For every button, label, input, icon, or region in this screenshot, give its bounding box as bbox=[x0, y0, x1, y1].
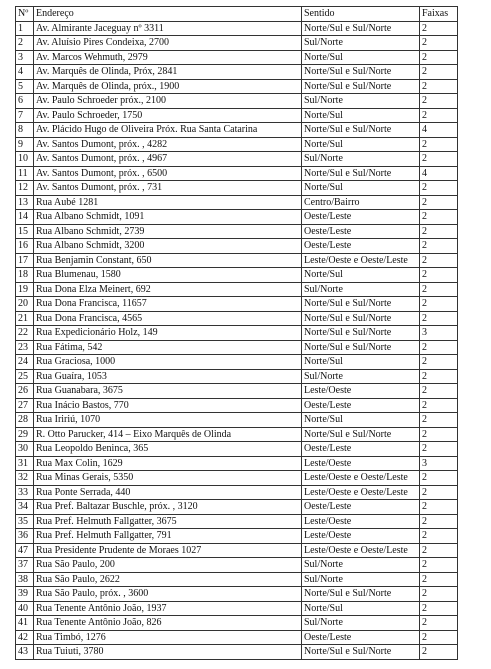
cell-number: 33 bbox=[16, 485, 34, 500]
cell-number: 13 bbox=[16, 195, 34, 210]
cell-direction: Sul/Norte bbox=[302, 282, 420, 297]
cell-direction: Leste/Oeste e Oeste/Leste bbox=[302, 253, 420, 268]
cell-lanes: 2 bbox=[420, 630, 458, 645]
cell-number: 15 bbox=[16, 224, 34, 239]
cell-direction: Leste/Oeste bbox=[302, 456, 420, 471]
cell-lanes: 2 bbox=[420, 558, 458, 573]
cell-direction: Oeste/Leste bbox=[302, 210, 420, 225]
cell-direction: Norte/Sul e Sul/Norte bbox=[302, 587, 420, 602]
cell-address: Rua Iririú, 1070 bbox=[34, 413, 302, 428]
cell-number: 24 bbox=[16, 355, 34, 370]
cell-direction: Norte/Sul e Sul/Norte bbox=[302, 166, 420, 181]
table-row bbox=[16, 224, 458, 239]
table-row bbox=[16, 297, 458, 312]
cell-lanes: 2 bbox=[420, 79, 458, 94]
cell-number: 6 bbox=[16, 94, 34, 109]
table-row bbox=[16, 21, 458, 36]
table-row bbox=[16, 195, 458, 210]
cell-address: Rua Albano Schmidt, 3200 bbox=[34, 239, 302, 254]
cell-direction: Norte/Sul bbox=[302, 413, 420, 428]
cell-lanes: 2 bbox=[420, 152, 458, 167]
table-row bbox=[16, 239, 458, 254]
cell-address: Rua São Paulo, próx. , 3600 bbox=[34, 587, 302, 602]
cell-address: Av. Plácido Hugo de Oliveira Próx. Rua Santa Catarina bbox=[34, 123, 302, 138]
cell-direction: Norte/Sul e Sul/Norte bbox=[302, 645, 420, 660]
cell-direction: Norte/Sul e Sul/Norte bbox=[302, 427, 420, 442]
cell-number: 29 bbox=[16, 427, 34, 442]
cell-address: Av. Marquês de Olinda, Próx, 2841 bbox=[34, 65, 302, 80]
cell-number: 37 bbox=[16, 558, 34, 573]
cell-lanes: 2 bbox=[420, 529, 458, 544]
cell-lanes: 2 bbox=[420, 50, 458, 65]
cell-number: 26 bbox=[16, 384, 34, 399]
cell-number: 28 bbox=[16, 413, 34, 428]
cell-direction: Norte/Sul e Sul/Norte bbox=[302, 65, 420, 80]
cell-address: Rua Guaíra, 1053 bbox=[34, 369, 302, 384]
cell-direction: Norte/Sul e Sul/Norte bbox=[302, 79, 420, 94]
cell-number: 27 bbox=[16, 398, 34, 413]
table-row bbox=[16, 543, 458, 558]
cell-address: Rua São Paulo, 2622 bbox=[34, 572, 302, 587]
cell-number: 23 bbox=[16, 340, 34, 355]
cell-direction: Norte/Sul bbox=[302, 601, 420, 616]
cell-address: Av. Santos Dumont, próx. , 4282 bbox=[34, 137, 302, 152]
cell-number: 2 bbox=[16, 36, 34, 51]
cell-direction: Norte/Sul e Sul/Norte bbox=[302, 326, 420, 341]
cell-lanes: 2 bbox=[420, 253, 458, 268]
cell-number: 11 bbox=[16, 166, 34, 181]
cell-lanes: 2 bbox=[420, 21, 458, 36]
table-row bbox=[16, 65, 458, 80]
cell-number: 22 bbox=[16, 326, 34, 341]
cell-lanes: 2 bbox=[420, 398, 458, 413]
header-direction: Sentido bbox=[302, 7, 420, 22]
cell-number: 36 bbox=[16, 529, 34, 544]
cell-lanes: 2 bbox=[420, 384, 458, 399]
cell-lanes: 2 bbox=[420, 355, 458, 370]
cell-number: 35 bbox=[16, 514, 34, 529]
cell-lanes: 2 bbox=[420, 427, 458, 442]
table-row bbox=[16, 123, 458, 138]
cell-direction: Sul/Norte bbox=[302, 572, 420, 587]
table-row bbox=[16, 442, 458, 457]
cell-lanes: 2 bbox=[420, 108, 458, 123]
cell-direction: Norte/Sul bbox=[302, 268, 420, 283]
cell-lanes: 2 bbox=[420, 616, 458, 631]
cell-number: 20 bbox=[16, 297, 34, 312]
cell-number: 40 bbox=[16, 601, 34, 616]
table-row bbox=[16, 369, 458, 384]
table-row bbox=[16, 630, 458, 645]
cell-number: 9 bbox=[16, 137, 34, 152]
cell-direction: Sul/Norte bbox=[302, 36, 420, 51]
cell-address: Rua Dona Francisca, 11657 bbox=[34, 297, 302, 312]
cell-lanes: 2 bbox=[420, 268, 458, 283]
cell-lanes: 2 bbox=[420, 442, 458, 457]
table-row bbox=[16, 427, 458, 442]
cell-lanes: 2 bbox=[420, 572, 458, 587]
cell-number: 7 bbox=[16, 108, 34, 123]
cell-address: Rua Benjamin Constant, 650 bbox=[34, 253, 302, 268]
cell-lanes: 2 bbox=[420, 282, 458, 297]
cell-address: Rua Tenente Antônio João, 1937 bbox=[34, 601, 302, 616]
header-lanes: Faixas bbox=[420, 7, 458, 22]
table-row bbox=[16, 108, 458, 123]
cell-address: Rua Ponte Serrada, 440 bbox=[34, 485, 302, 500]
cell-lanes: 2 bbox=[420, 239, 458, 254]
table-row bbox=[16, 587, 458, 602]
cell-lanes: 2 bbox=[420, 65, 458, 80]
cell-number: 18 bbox=[16, 268, 34, 283]
cell-lanes: 2 bbox=[420, 645, 458, 660]
cell-lanes: 2 bbox=[420, 514, 458, 529]
cell-address: Rua Guanabara, 3675 bbox=[34, 384, 302, 399]
cell-number: 17 bbox=[16, 253, 34, 268]
cell-number: 14 bbox=[16, 210, 34, 225]
cell-lanes: 2 bbox=[420, 413, 458, 428]
table-row bbox=[16, 558, 458, 573]
cell-address: Rua Timbó, 1276 bbox=[34, 630, 302, 645]
cell-number: 30 bbox=[16, 442, 34, 457]
table-row bbox=[16, 471, 458, 486]
table-row bbox=[16, 152, 458, 167]
cell-direction: Sul/Norte bbox=[302, 616, 420, 631]
cell-direction: Norte/Sul bbox=[302, 181, 420, 196]
cell-address: Av. Almirante Jaceguay nº 3311 bbox=[34, 21, 302, 36]
cell-lanes: 3 bbox=[420, 456, 458, 471]
cell-direction: Sul/Norte bbox=[302, 558, 420, 573]
table-row bbox=[16, 413, 458, 428]
cell-number: 16 bbox=[16, 239, 34, 254]
cell-number: 38 bbox=[16, 572, 34, 587]
radar-address-table bbox=[15, 6, 458, 660]
table-row bbox=[16, 456, 458, 471]
cell-number: 10 bbox=[16, 152, 34, 167]
table-row bbox=[16, 50, 458, 65]
cell-direction: Leste/Oeste bbox=[302, 529, 420, 544]
cell-direction: Norte/Sul e Sul/Norte bbox=[302, 311, 420, 326]
cell-direction: Norte/Sul e Sul/Norte bbox=[302, 21, 420, 36]
cell-direction: Norte/Sul bbox=[302, 50, 420, 65]
cell-address: Av. Paulo Schroeder próx., 2100 bbox=[34, 94, 302, 109]
table-row bbox=[16, 529, 458, 544]
cell-number: 25 bbox=[16, 369, 34, 384]
cell-address: Rua Dona Elza Meinert, 692 bbox=[34, 282, 302, 297]
table-row bbox=[16, 94, 458, 109]
table-row bbox=[16, 36, 458, 51]
table-row bbox=[16, 500, 458, 515]
cell-lanes: 2 bbox=[420, 340, 458, 355]
cell-address: Av. Santos Dumont, próx. , 6500 bbox=[34, 166, 302, 181]
cell-lanes: 2 bbox=[420, 181, 458, 196]
cell-direction: Oeste/Leste bbox=[302, 224, 420, 239]
cell-lanes: 2 bbox=[420, 36, 458, 51]
cell-number: 34 bbox=[16, 500, 34, 515]
cell-number: 39 bbox=[16, 587, 34, 602]
cell-direction: Sul/Norte bbox=[302, 369, 420, 384]
table-row bbox=[16, 485, 458, 500]
cell-address: Rua Pref. Helmuth Fallgatter, 791 bbox=[34, 529, 302, 544]
table-row bbox=[16, 210, 458, 225]
cell-address: Rua Max Colin, 1629 bbox=[34, 456, 302, 471]
cell-direction: Leste/Oeste bbox=[302, 514, 420, 529]
cell-lanes: 3 bbox=[420, 326, 458, 341]
cell-address: Rua São Paulo, 200 bbox=[34, 558, 302, 573]
cell-address: Av. Marquês de Olinda, próx., 1900 bbox=[34, 79, 302, 94]
cell-number: 19 bbox=[16, 282, 34, 297]
cell-direction: Centro/Bairro bbox=[302, 195, 420, 210]
cell-direction: Oeste/Leste bbox=[302, 398, 420, 413]
cell-lanes: 2 bbox=[420, 311, 458, 326]
cell-direction: Leste/Oeste e Oeste/Leste bbox=[302, 485, 420, 500]
cell-lanes: 2 bbox=[420, 601, 458, 616]
cell-address: Rua Expedicionário Holz, 149 bbox=[34, 326, 302, 341]
table-row bbox=[16, 616, 458, 631]
cell-direction: Norte/Sul e Sul/Norte bbox=[302, 297, 420, 312]
table-row bbox=[16, 398, 458, 413]
cell-lanes: 2 bbox=[420, 94, 458, 109]
cell-direction: Leste/Oeste e Oeste/Leste bbox=[302, 471, 420, 486]
header-address: Endereço bbox=[34, 7, 302, 22]
document-page bbox=[15, 6, 458, 660]
header-number: Nº bbox=[16, 7, 34, 22]
cell-direction: Oeste/Leste bbox=[302, 500, 420, 515]
cell-lanes: 2 bbox=[420, 210, 458, 225]
cell-direction: Norte/Sul bbox=[302, 355, 420, 370]
table-row bbox=[16, 514, 458, 529]
cell-number: 42 bbox=[16, 630, 34, 645]
cell-lanes: 2 bbox=[420, 500, 458, 515]
cell-lanes: 4 bbox=[420, 166, 458, 181]
cell-address: Rua Albano Schmidt, 2739 bbox=[34, 224, 302, 239]
cell-lanes: 2 bbox=[420, 587, 458, 602]
table-row bbox=[16, 601, 458, 616]
cell-address: Av. Santos Dumont, próx. , 731 bbox=[34, 181, 302, 196]
table-row bbox=[16, 326, 458, 341]
cell-direction: Norte/Sul e Sul/Norte bbox=[302, 340, 420, 355]
cell-lanes: 2 bbox=[420, 137, 458, 152]
cell-number: 3 bbox=[16, 50, 34, 65]
cell-address: Rua Fátima, 542 bbox=[34, 340, 302, 355]
cell-address: Rua Pref. Helmuth Fallgatter, 3675 bbox=[34, 514, 302, 529]
cell-direction: Norte/Sul bbox=[302, 137, 420, 152]
table-row bbox=[16, 79, 458, 94]
cell-direction: Leste/Oeste bbox=[302, 384, 420, 399]
cell-lanes: 2 bbox=[420, 195, 458, 210]
cell-address: Rua Inácio Bastos, 770 bbox=[34, 398, 302, 413]
cell-address: Rua Dona Francisca, 4565 bbox=[34, 311, 302, 326]
table-body bbox=[16, 21, 458, 659]
table-row bbox=[16, 311, 458, 326]
cell-address: Rua Tenente Antônio João, 826 bbox=[34, 616, 302, 631]
table-row bbox=[16, 340, 458, 355]
table-row bbox=[16, 181, 458, 196]
cell-address: Rua Presidente Prudente de Moraes 1027 bbox=[34, 543, 302, 558]
cell-lanes: 4 bbox=[420, 123, 458, 138]
table-row bbox=[16, 268, 458, 283]
cell-number: 47 bbox=[16, 543, 34, 558]
cell-lanes: 2 bbox=[420, 485, 458, 500]
table-row bbox=[16, 384, 458, 399]
cell-number: 4 bbox=[16, 65, 34, 80]
cell-address: Rua Tuiuti, 3780 bbox=[34, 645, 302, 660]
cell-address: Av. Santos Dumont, próx. , 4967 bbox=[34, 152, 302, 167]
cell-lanes: 2 bbox=[420, 471, 458, 486]
cell-direction: Oeste/Leste bbox=[302, 442, 420, 457]
cell-address: Rua Pref. Baltazar Buschle, próx. , 3120 bbox=[34, 500, 302, 515]
cell-address: Rua Blumenau, 1580 bbox=[34, 268, 302, 283]
cell-number: 5 bbox=[16, 79, 34, 94]
cell-lanes: 2 bbox=[420, 543, 458, 558]
cell-direction: Oeste/Leste bbox=[302, 239, 420, 254]
table-row bbox=[16, 166, 458, 181]
cell-direction: Sul/Norte bbox=[302, 94, 420, 109]
cell-lanes: 2 bbox=[420, 369, 458, 384]
cell-direction: Norte/Sul bbox=[302, 108, 420, 123]
table-row bbox=[16, 282, 458, 297]
cell-number: 41 bbox=[16, 616, 34, 631]
cell-number: 43 bbox=[16, 645, 34, 660]
cell-number: 12 bbox=[16, 181, 34, 196]
table-row bbox=[16, 137, 458, 152]
table-header-row bbox=[16, 7, 458, 22]
cell-lanes: 2 bbox=[420, 297, 458, 312]
cell-address: Av. Marcos Wehmuth, 2979 bbox=[34, 50, 302, 65]
cell-direction: Sul/Norte bbox=[302, 152, 420, 167]
cell-direction: Oeste/Leste bbox=[302, 630, 420, 645]
cell-address: R. Otto Parucker, 414 – Eixo Marquês de Olinda bbox=[34, 427, 302, 442]
cell-address: Rua Leopoldo Beninca, 365 bbox=[34, 442, 302, 457]
cell-address: Rua Albano Schmidt, 1091 bbox=[34, 210, 302, 225]
table-row bbox=[16, 645, 458, 660]
table-row bbox=[16, 253, 458, 268]
cell-address: Av. Paulo Schroeder, 1750 bbox=[34, 108, 302, 123]
cell-address: Av. Aluísio Pires Condeixa, 2700 bbox=[34, 36, 302, 51]
cell-lanes: 2 bbox=[420, 224, 458, 239]
cell-number: 31 bbox=[16, 456, 34, 471]
cell-address: Rua Minas Gerais, 5350 bbox=[34, 471, 302, 486]
cell-number: 32 bbox=[16, 471, 34, 486]
cell-number: 21 bbox=[16, 311, 34, 326]
cell-number: 1 bbox=[16, 21, 34, 36]
table-row bbox=[16, 355, 458, 370]
cell-direction: Norte/Sul e Sul/Norte bbox=[302, 123, 420, 138]
cell-direction: Leste/Oeste e Oeste/Leste bbox=[302, 543, 420, 558]
cell-address: Rua Aubé 1281 bbox=[34, 195, 302, 210]
cell-address: Rua Graciosa, 1000 bbox=[34, 355, 302, 370]
table-row bbox=[16, 572, 458, 587]
cell-number: 8 bbox=[16, 123, 34, 138]
